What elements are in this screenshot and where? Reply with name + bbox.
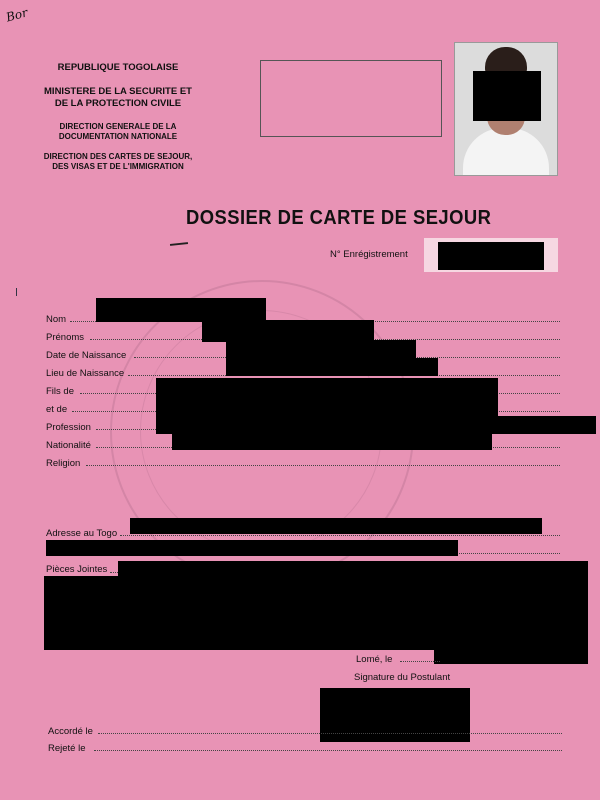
header-direction-generale: DIRECTION GENERALE DE LA DOCUMENTATION NATIONALE bbox=[58, 122, 178, 141]
photo-shirt bbox=[463, 128, 549, 176]
document-title: DOSSIER DE CARTE DE SEJOUR bbox=[186, 207, 492, 229]
field-prenoms-redaction bbox=[202, 320, 374, 342]
photo-redaction bbox=[473, 71, 541, 121]
field-fils-de-redaction bbox=[156, 378, 498, 398]
header-republic: REPUBLIQUE TOGOLAISE bbox=[57, 62, 179, 73]
field-pieces-redaction-block bbox=[44, 576, 588, 650]
stamp-box bbox=[260, 60, 442, 137]
field-fils-de-label: Fils de bbox=[46, 386, 74, 397]
field-adresse-redaction bbox=[130, 518, 542, 534]
field-date-naissance-label: Date de Naissance bbox=[46, 350, 127, 361]
field-et-de-redaction bbox=[156, 398, 498, 416]
field-accorde-label: Accordé le bbox=[48, 726, 93, 737]
field-adresse-redaction-2 bbox=[46, 540, 458, 556]
field-lome-label: Lomé, le bbox=[356, 654, 393, 665]
field-religion-line bbox=[86, 465, 560, 466]
field-signature-label: Signature du Postulant bbox=[354, 672, 451, 683]
field-lome-line bbox=[400, 661, 440, 662]
registration-label: N° Enrégistrement bbox=[330, 249, 408, 260]
field-pieces-label: Pièces Jointes bbox=[46, 564, 108, 575]
field-lieu-naissance-redaction bbox=[226, 358, 438, 376]
field-profession-redaction bbox=[156, 416, 596, 434]
field-rejete-line bbox=[94, 750, 562, 751]
field-nom-redaction bbox=[96, 298, 266, 322]
header-direction-cartes: DIRECTION DES CARTES DE SEJOUR, DES VISAS ET DE L'IMMIGRATION bbox=[43, 152, 193, 171]
field-religion-label: Religion bbox=[46, 458, 81, 469]
corner-handwritten-note: Bor bbox=[4, 5, 30, 25]
field-nom-label: Nom bbox=[46, 314, 67, 325]
pen-mark bbox=[170, 242, 188, 246]
field-profession-label: Profession bbox=[46, 422, 91, 433]
field-adresse-line bbox=[120, 535, 560, 536]
applicant-photo bbox=[454, 42, 558, 176]
registration-redaction bbox=[438, 242, 544, 270]
field-prenoms-label: Prénoms bbox=[46, 332, 85, 343]
field-nationalite-label: Nationalité bbox=[46, 440, 91, 451]
field-nationalite-redaction bbox=[172, 434, 492, 450]
field-pieces-redaction-tail bbox=[434, 648, 588, 664]
field-accorde-line bbox=[98, 733, 562, 734]
field-et-de-label: et de bbox=[46, 404, 68, 415]
margin-mark bbox=[16, 288, 17, 296]
field-rejete-label: Rejeté le bbox=[48, 743, 86, 754]
header-ministry: MINISTERE DE LA SECURITE ET DE LA PROTECTION CIVILE bbox=[44, 86, 192, 109]
field-lieu-naissance-label: Lieu de Naissance bbox=[46, 368, 125, 379]
field-adresse-label: Adresse au Togo bbox=[46, 528, 118, 539]
